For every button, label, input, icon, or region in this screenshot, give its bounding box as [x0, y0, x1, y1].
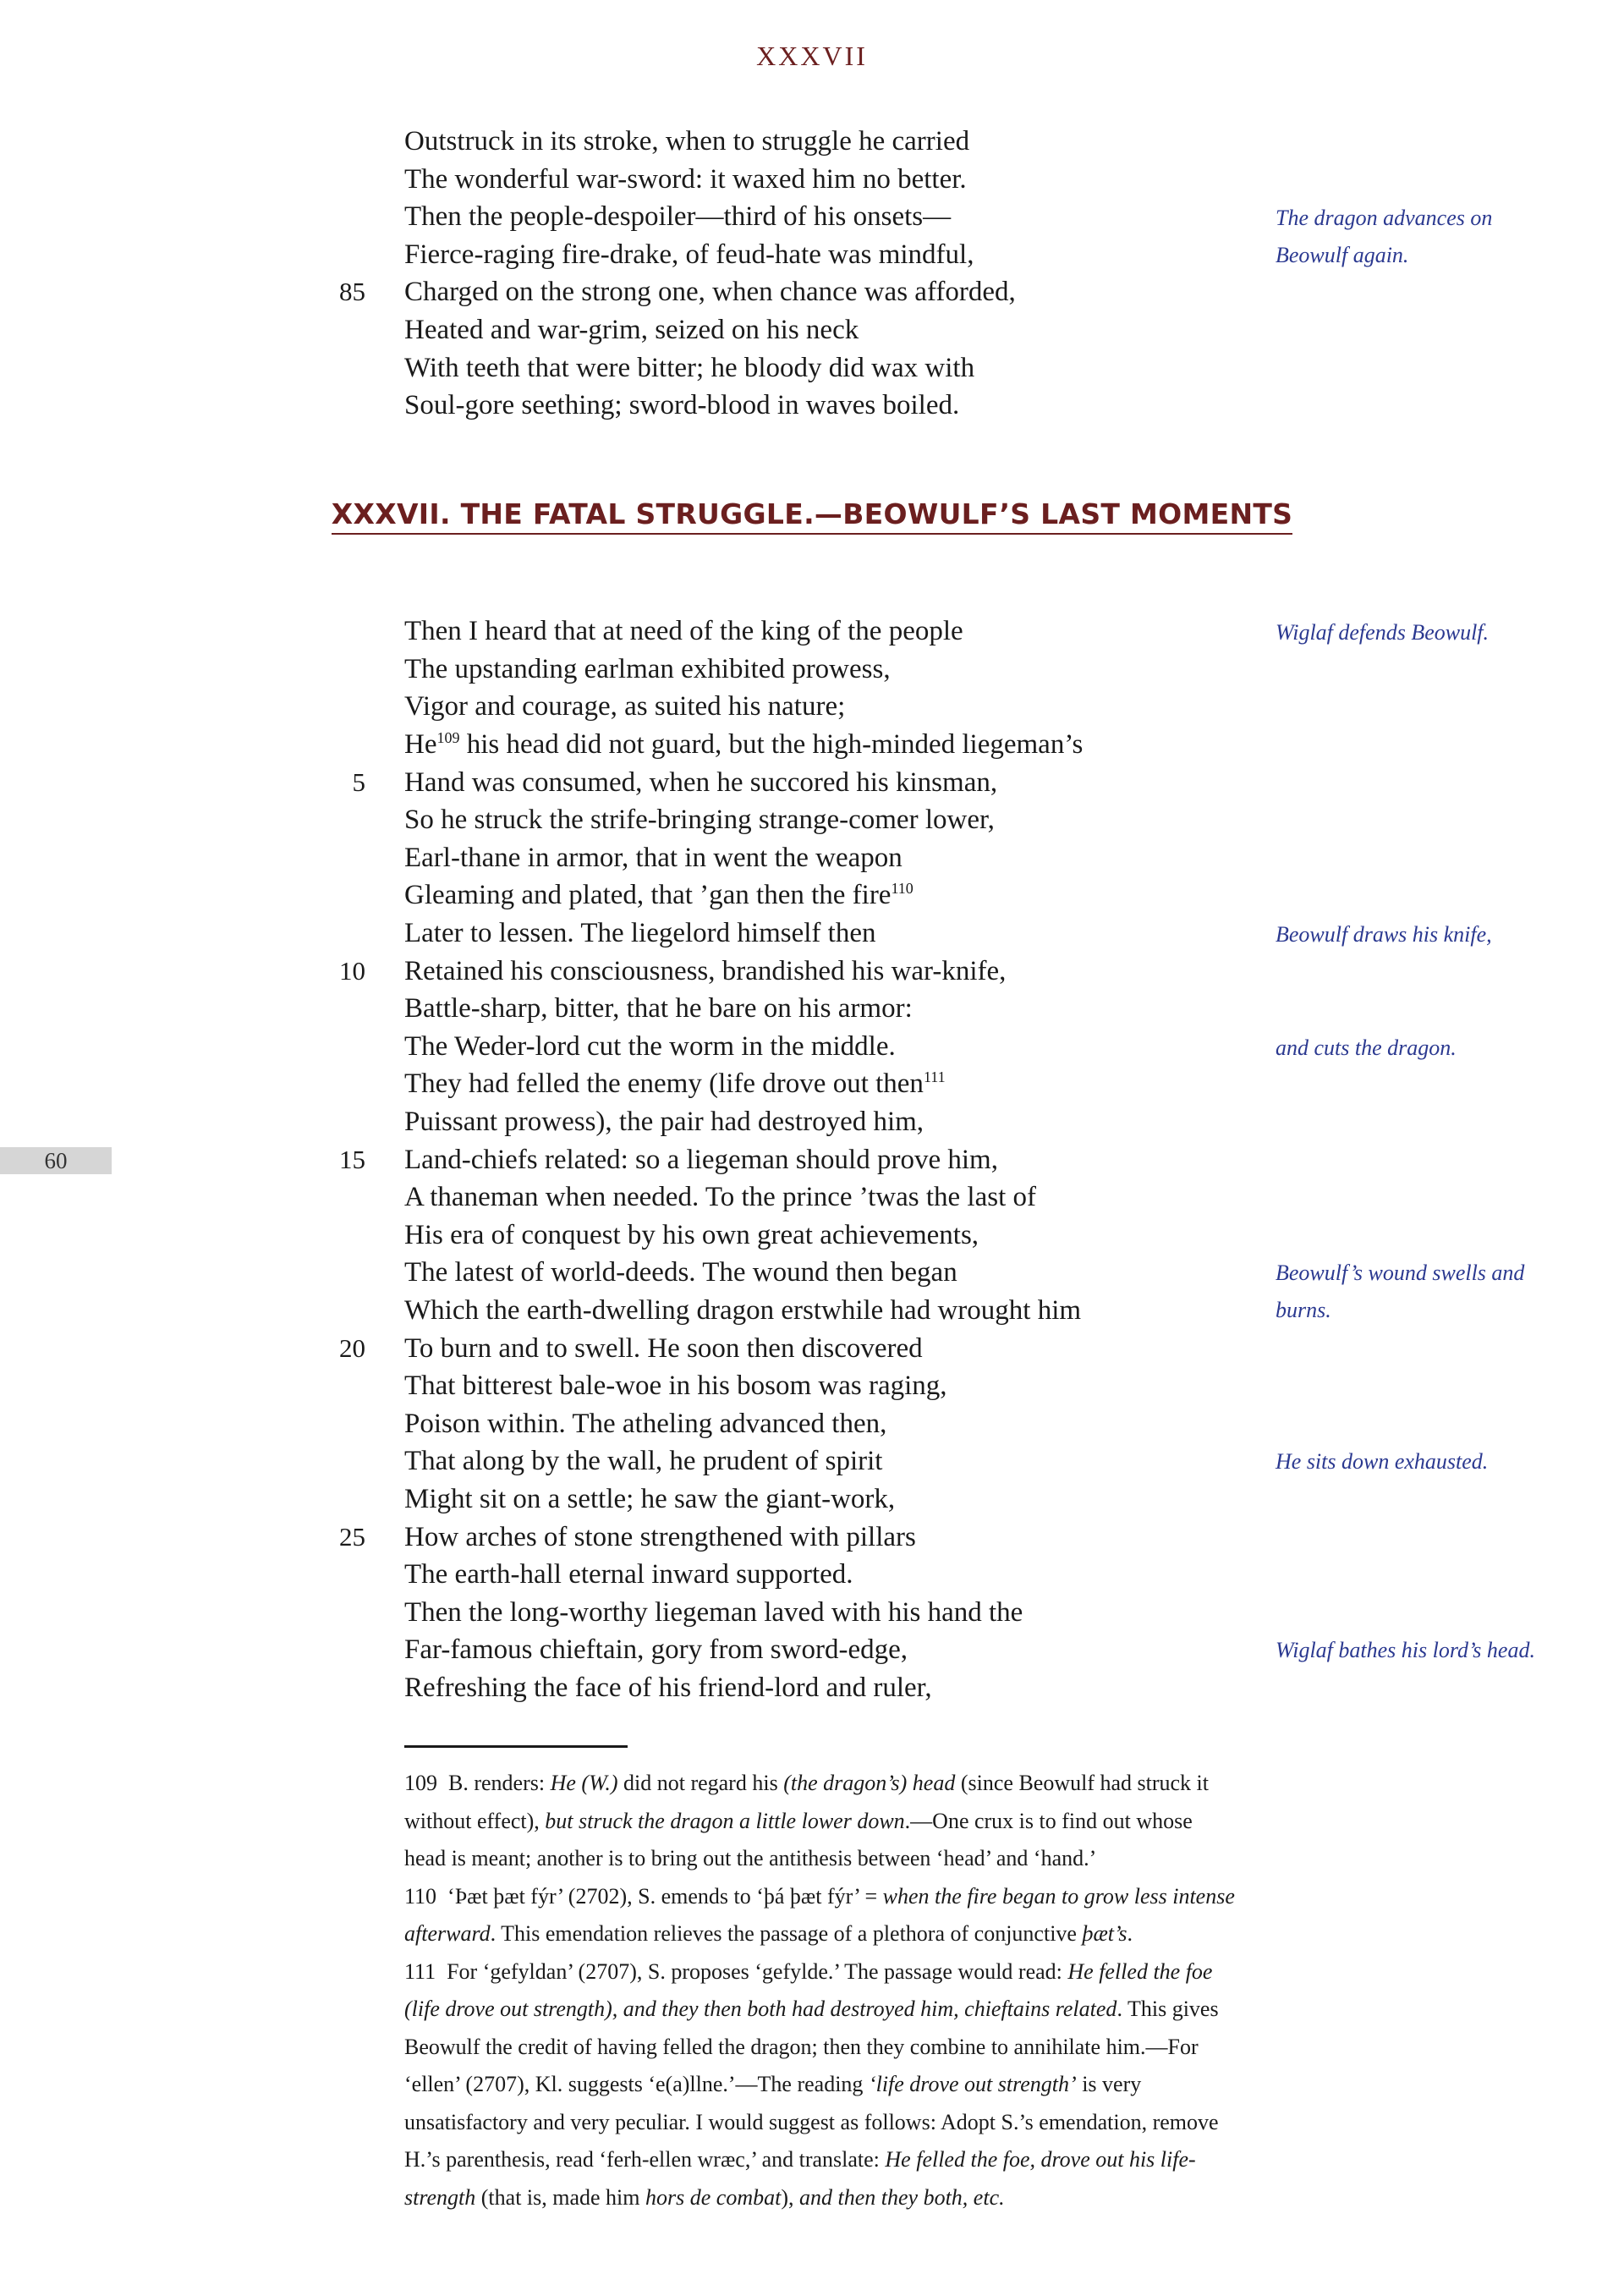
- verse-line: Battle-sharp, bitter, that he bare on his armor:: [404, 993, 913, 1024]
- verse-line: Charged on the strong one, when chance was afforded,: [404, 277, 1016, 307]
- verse-line: That bitterest bale-woe in his bosom was raging,: [404, 1370, 947, 1401]
- footnote-number: 110: [404, 1883, 437, 1909]
- verse-line: Might sit on a settle; he saw the giant-work,: [404, 1484, 896, 1514]
- line-number: 25: [339, 1522, 365, 1552]
- margin-gloss: Wiglaf defends Beowulf.: [1276, 620, 1490, 645]
- verse-line: Fierce-raging fire-drake, of feud-hate was mindful,: [404, 239, 974, 270]
- verse-text: He: [404, 729, 437, 760]
- verse-line: Far-famous chieftain, gory from sword-edge,: [404, 1634, 908, 1665]
- verse-line: [404, 726, 1083, 764]
- footnote-110: 110 ‘Þæt þæt fýr’ (2702), S. emends to ‘þá þæt fýr’ = when the fire began to grow less intense afterward. This emendation relieves the passage of a plethora of conjunctive þæt’s.: [404, 1883, 1235, 1946]
- verse-line: Then the people-despoiler—third of his onsets—: [404, 201, 952, 232]
- verse-line: Puissant prowess), the pair had destroyed him,: [404, 1107, 924, 1137]
- verse-line: Then I heard that at need of the king of the people: [404, 616, 963, 646]
- footnote-ref-109[interactable]: 109: [436, 729, 460, 746]
- margin-gloss: He sits down exhausted.: [1276, 1449, 1489, 1474]
- verse-line: Earl-thane in armor, that in went the weapon: [404, 843, 903, 873]
- verse-text: They had felled the enemy (life drove out then: [404, 1068, 924, 1099]
- verse-line: Poison within. The atheling advanced then,: [404, 1409, 887, 1439]
- margin-gloss: Beowulf’s wound swells and: [1276, 1261, 1525, 1285]
- line-number: 20: [339, 1333, 365, 1363]
- margin-gloss: Beowulf again.: [1276, 243, 1409, 267]
- verse-line: The Weder-lord cut the worm in the middle.: [404, 1031, 896, 1062]
- verse-line: [404, 1065, 946, 1103]
- verse-line: Land-chiefs related: so a liegeman should prove him,: [404, 1145, 998, 1175]
- footnote-109: 109 B. renders: He (W.) did not regard his (the dragon’s) head (since Beowulf had struck it without effect), but struck the dragon a little lower down.—One crux is to find out whose head is meant; another is to bring out the antithesis between ‘head’ and ‘hand.’: [404, 1771, 1210, 1870]
- verse-line: How arches of stone strengthened with pillars: [404, 1522, 916, 1552]
- verse-line: [404, 876, 914, 915]
- footnotes: [404, 1765, 1237, 2216]
- verse-line: So he struck the strife-bringing strange-comer lower,: [404, 805, 995, 835]
- margin-gloss: and cuts the dragon.: [1276, 1035, 1457, 1060]
- footnote-number: 109: [404, 1771, 437, 1795]
- line-number: 15: [339, 1145, 365, 1174]
- footnote-number: 111: [404, 1958, 436, 1984]
- verse-line: Outstruck in its stroke, when to struggle he carried: [404, 126, 970, 157]
- verse-line: Which the earth-dwelling dragon erstwhile had wrought him: [404, 1295, 1082, 1326]
- verse-line: A thaneman when needed. To the prince ’twas the last of: [404, 1182, 1036, 1212]
- margin-gloss: Wiglaf bathes his lord’s head.: [1276, 1638, 1535, 1662]
- verse-line: With teeth that were bitter; he bloody did wax with: [404, 353, 975, 383]
- verse-line: That along by the wall, he prudent of spirit: [404, 1446, 883, 1476]
- footnote-111: 111 For ‘gefyldan’ (2707), S. proposes ‘gefylde.’ The passage would read: He felled the foe (life drove out strength), and they then both had destroyed him, chieftains related. This gives Beowulf the credit of having felled the dragon; then they combine to annihilate him.—For ‘ellen’ (2707), Kl. suggests ‘e(a)llne.’—The reading ‘life drove out strength’ is very unsatisfactory and very peculiar. I would suggest as follows: Adopt S.’s emendation, remove H.’s parenthesis, read ‘ferh-ellen wræc,’ and translate: He felled the foe, drove out his life-strength (that is, made him hors de combat), and then they both, etc.: [404, 1958, 1219, 2210]
- verse-line: The latest of world-deeds. The wound then began: [404, 1257, 957, 1288]
- verse-line: To burn and to swell. He soon then discovered: [404, 1333, 923, 1364]
- margin-gloss: Beowulf draws his knife,: [1276, 922, 1492, 947]
- footnote-ref-111[interactable]: 111: [923, 1068, 946, 1085]
- line-number: 5: [352, 767, 365, 797]
- verse-line: Vigor and courage, as suited his nature;: [404, 691, 846, 722]
- section-title-text: XXXVII. THE FATAL STRUGGLE.—BEOWULF’S LAST MOMENTS: [332, 497, 1293, 535]
- verse-line: The earth-hall eternal inward supported.: [404, 1559, 853, 1590]
- running-head: XXXVII: [756, 41, 868, 71]
- verse-line: Then the long-worthy liegeman laved with his hand the: [404, 1597, 1023, 1628]
- verse-line: Refreshing the face of his friend-lord and ruler,: [404, 1673, 932, 1703]
- footnote-divider: [404, 1745, 628, 1748]
- line-number: 10: [339, 956, 365, 986]
- line-number: 85: [339, 277, 365, 306]
- verse-line: Heated and war-grim, seized on his neck: [404, 315, 859, 345]
- section-title: [0, 497, 1624, 530]
- verse-line: The wonderful war-sword: it waxed him no better.: [404, 164, 967, 195]
- footnote-ref-110[interactable]: 110: [891, 880, 914, 897]
- verse-text: Gleaming and plated, that ’gan then the fire: [404, 880, 892, 910]
- verse-line: Later to lessen. The liegelord himself then: [404, 918, 876, 948]
- margin-gloss: burns.: [1276, 1298, 1331, 1322]
- verse-line: Hand was consumed, when he succored his kinsman,: [404, 767, 998, 798]
- verse-line: The upstanding earlman exhibited prowess,: [404, 654, 891, 684]
- page-number: 60: [0, 1147, 112, 1174]
- margin-gloss: The dragon advances on: [1276, 206, 1493, 230]
- verse-line: His era of conquest by his own great achievements,: [404, 1220, 979, 1250]
- verse-line: Retained his consciousness, brandished his war-knife,: [404, 956, 1007, 986]
- verse-text: his head did not guard, but the high-minded liegeman’s: [459, 729, 1084, 760]
- verse-line: Soul-gore seething; sword-blood in waves boiled.: [404, 390, 960, 420]
